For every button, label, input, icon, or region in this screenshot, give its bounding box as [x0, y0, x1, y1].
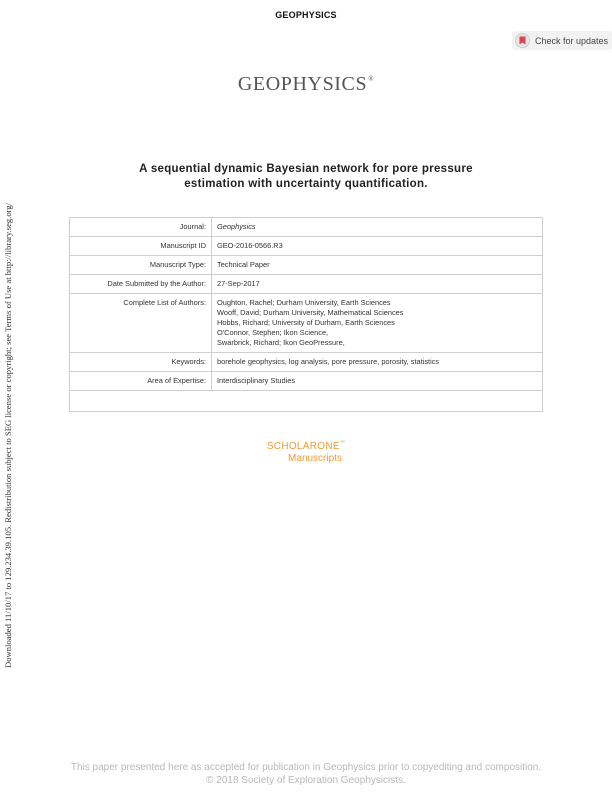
table-row-date-submitted — [70, 275, 543, 294]
journal-logo — [0, 73, 612, 96]
date-submitted-label: Date Submitted by the Author: — [70, 275, 212, 294]
table-row-keywords — [70, 353, 543, 372]
scholarone-wordmark — [0, 437, 612, 453]
expertise-value: Interdisciplinary Studies — [212, 372, 543, 391]
manuscript-id-label: Manuscript ID — [70, 237, 212, 256]
scholarone-logo — [0, 437, 612, 465]
authors-list — [212, 294, 543, 353]
check-for-updates-button[interactable] — [512, 31, 612, 50]
author-line: Hobbs, Richard; University of Durham, Earth Sciences — [217, 318, 395, 327]
author-line: Wooff, David; Durham University, Mathematical Sciences — [217, 308, 404, 317]
trademark-mark: ™ — [339, 440, 346, 446]
journal-value: Geophysics — [212, 218, 543, 237]
manuscript-info-table — [69, 217, 543, 412]
scholarone-brand-b: ONE — [317, 441, 340, 452]
footer-line-1: This paper presented here as accepted for publication in Geophysics prior to copyediting and composition. — [70, 762, 542, 773]
table-row-empty — [70, 391, 543, 412]
manuscript-id-value: GEO-2016-0566.R3 — [212, 237, 543, 256]
registered-mark: ® — [368, 75, 375, 83]
manuscript-type-label: Manuscript Type: — [70, 256, 212, 275]
manuscript-type-value: Technical Paper — [212, 256, 543, 275]
date-submitted-value: 27-Sep-2017 — [212, 275, 543, 294]
author-line: Oughton, Rachel; Durham University, Earth Sciences — [217, 298, 391, 307]
table-row-manuscript-type — [70, 256, 543, 275]
authors-label: Complete List of Authors: — [70, 294, 212, 353]
expertise-label: Area of Expertise: — [70, 372, 212, 391]
keywords-value: borehole geophysics, log analysis, pore pressure, porosity, statistics — [212, 353, 543, 372]
table-row-manuscript-id — [70, 237, 543, 256]
table-row-expertise — [70, 372, 543, 391]
table-row-authors — [70, 294, 543, 353]
download-notice: Downloaded 11/10/17 to 129.234.39.105. Redistribution subject to SEG license or copyright; see Terms of Use at http://library.seg.org/ — [3, 202, 13, 668]
table-row-journal — [70, 218, 543, 237]
author-line: O'Connor, Stephen; Ikon Science, — [217, 328, 329, 337]
running-header: GEOPHYSICS — [275, 10, 337, 20]
title-line-2: estimation with uncertainty quantification. — [184, 178, 428, 190]
scholarone-subtitle: Manuscripts — [288, 453, 342, 464]
title-line-1: A sequential dynamic Bayesian network for pore pressure — [139, 163, 473, 175]
author-line: Swarbrick, Richard; Ikon GeoPressure, — [217, 338, 345, 347]
journal-label: Journal: — [70, 218, 212, 237]
check-for-updates-label: Check for updates — [535, 35, 609, 46]
empty-cell — [70, 391, 543, 412]
crossmark-icon — [515, 33, 530, 48]
logo-text: GEOPHYSICS — [237, 73, 368, 95]
paper-title — [0, 162, 612, 192]
footer-line-2: © 2018 Society of Exploration Geophysicists. — [206, 775, 406, 786]
keywords-label: Keywords: — [70, 353, 212, 372]
scholarone-brand-a: SCHOLAR — [266, 441, 318, 452]
acceptance-footer — [0, 761, 612, 787]
